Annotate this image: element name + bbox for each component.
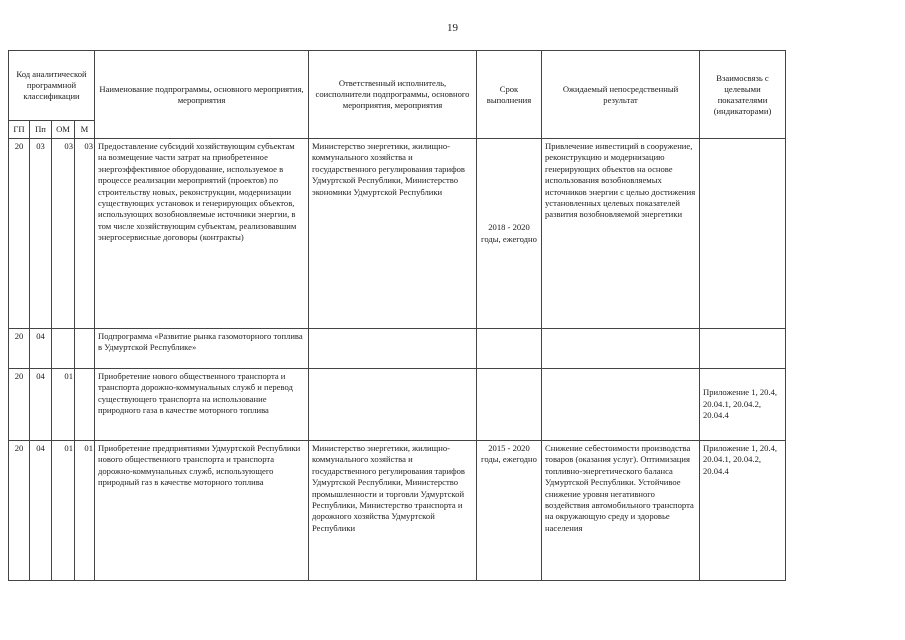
cell-result: Снижение себестоимости производства товаров (оказания услуг). Оптимизация топливно-энергетического баланса Удмуртской Республики. Устойчивое снижение уровня негативного воздействия автомобильного транспорта на окружающую среду и здоровье населения [542,441,700,581]
cell-name: Подпрограмма «Развитие рынка газомоторного топлива в Удмуртской Республике» [95,329,309,369]
header-responsible: Ответственный исполнитель, соисполнители подпрограммы, основного мероприятия, мероприятия [309,51,477,139]
cell-indicators: Приложение 1, 20.4, 20.04.1, 20.04.2, 20.04.4 [700,369,786,441]
cell-indicators: Приложение 1, 20.4, 20.04.1, 20.04.2, 20.04.4 [700,441,786,581]
header-code-gp: ГП [9,121,30,139]
cell-responsible [309,369,477,441]
cell-m: 03 [75,139,95,329]
cell-indicators [700,139,786,329]
cell-responsible: Министерство энергетики, жилищно-коммунального хозяйства и государственного регулирования тарифов Удмуртской Республики, Министерство промышленности и торговли Удмуртской Республики, Министерство транспорта и дорожного хозяйства Удмуртской Республики [309,441,477,581]
cell-result [542,369,700,441]
cell-m [75,329,95,369]
cell-period [477,369,542,441]
cell-name: Предоставление субсидий хозяйствующим субъектам на возмещение части затрат на приобретенное энергоэффективное оборудование, используемое в процессе реализации мероприятий (проектов) по строительству новых, реконструкции, модернизации существующих установок и генерирующих объектов, использующих возобновляемые источники энергии, в том числе хозяйствующим субъектам, реализовавшим энергосервисные договоры (контракты) [95,139,309,329]
table-row [9,369,786,441]
header-code-pp: Пп [30,121,52,139]
cell-gp: 20 [9,369,30,441]
page-number: 19 [447,22,458,34]
cell-responsible: Министерство энергетики, жилищно-коммунального хозяйства и государственного регулирования тарифов Удмуртской Республики, Министерство экономики Удмуртской Республики [309,139,477,329]
header-row [9,51,786,121]
header-name: Наименование подпрограммы, основного мероприятия, мероприятия [95,51,309,139]
cell-om: 03 [52,139,75,329]
cell-result: Привлечение инвестиций в сооружение, реконструкцию и модернизацию генерирующих объектов на основе использования возобновляемых источников энергии с целью достижения установленных целевых показателей развития возобновляемой энергетики [542,139,700,329]
cell-pp: 04 [30,329,52,369]
header-result: Ожидаемый непосредственный результат [542,51,700,139]
cell-gp: 20 [9,329,30,369]
header-code-m: М [75,121,95,139]
cell-pp: 03 [30,139,52,329]
header-period: Срок выполнения [477,51,542,139]
header-code-om: ОМ [52,121,75,139]
cell-period: 2018 - 2020 годы, ежегодно [477,139,542,329]
cell-pp: 04 [30,441,52,581]
cell-pp: 04 [30,369,52,441]
header-indicators: Взаимосвязь с целевыми показателями (индикаторами) [700,51,786,139]
cell-gp: 20 [9,441,30,581]
cell-om [52,329,75,369]
cell-name: Приобретение нового общественного транспорта и транспорта дорожно-коммунальных служб и перевод существующего транспорта на использование природного газа в качестве моторного топлива [95,369,309,441]
cell-indicators [700,329,786,369]
cell-om: 01 [52,441,75,581]
cell-period: 2015 - 2020 годы, ежегодно [477,441,542,581]
cell-gp: 20 [9,139,30,329]
cell-m: 01 [75,441,95,581]
cell-result [542,329,700,369]
cell-om: 01 [52,369,75,441]
table-row [9,441,786,581]
cell-m [75,369,95,441]
table-row [9,329,786,369]
table-row [9,139,786,329]
cell-period [477,329,542,369]
cell-responsible [309,329,477,369]
cell-name: Приобретение предприятиями Удмуртской Республики нового общественного транспорта и транспорта дорожно-коммунальных служб, использующего природный газ в качестве моторного топлива [95,441,309,581]
header-code-group: Код аналитической программной классификации [9,51,95,121]
program-table [8,50,786,581]
